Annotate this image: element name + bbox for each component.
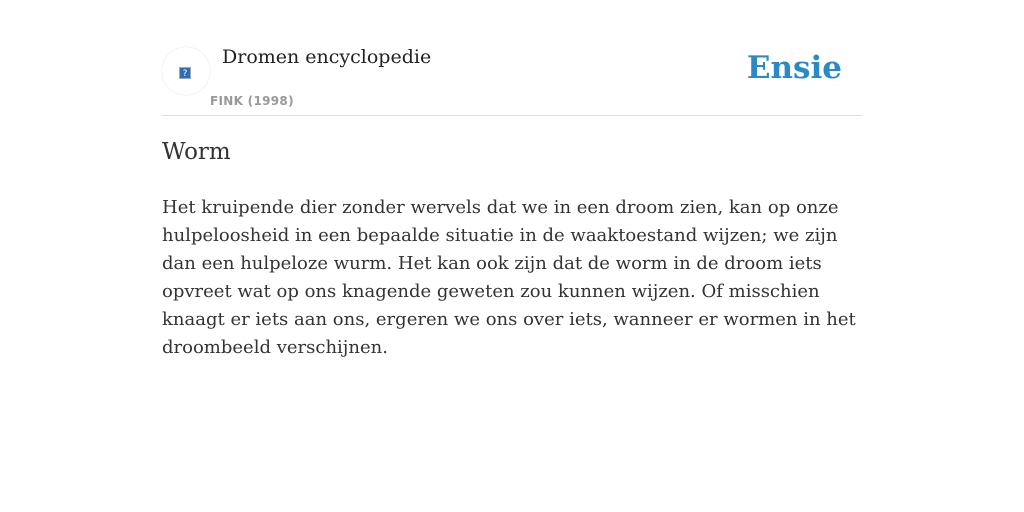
entry-body: Het kruipende dier zonder wervels dat we in een droom zien, kan op onze hulpeloosheid in een bepaalde situatie in de waaktoestand wijzen; we zijn dan een hulpeloze wurm. Het kan ook zijn dat de worm in de droom iets opvreet wat op ons knagende geweten zou kunnen wijzen. Of misschien knaagt er iets aan ons, ergeren we ons over iets, wanneer er wormen in het droombeeld verschijnen. [162, 197, 856, 358]
source-header [162, 44, 862, 116]
broken-image-icon: ? [179, 67, 191, 79]
source-author[interactable]: FINK (1998) [210, 94, 294, 108]
source-title[interactable]: Dromen encyclopedie [222, 46, 432, 68]
source-avatar[interactable] [162, 47, 210, 95]
entry-title: Worm [162, 139, 231, 165]
ensie-logo[interactable]: Ensie [746, 50, 842, 86]
entry-container [162, 44, 862, 358]
